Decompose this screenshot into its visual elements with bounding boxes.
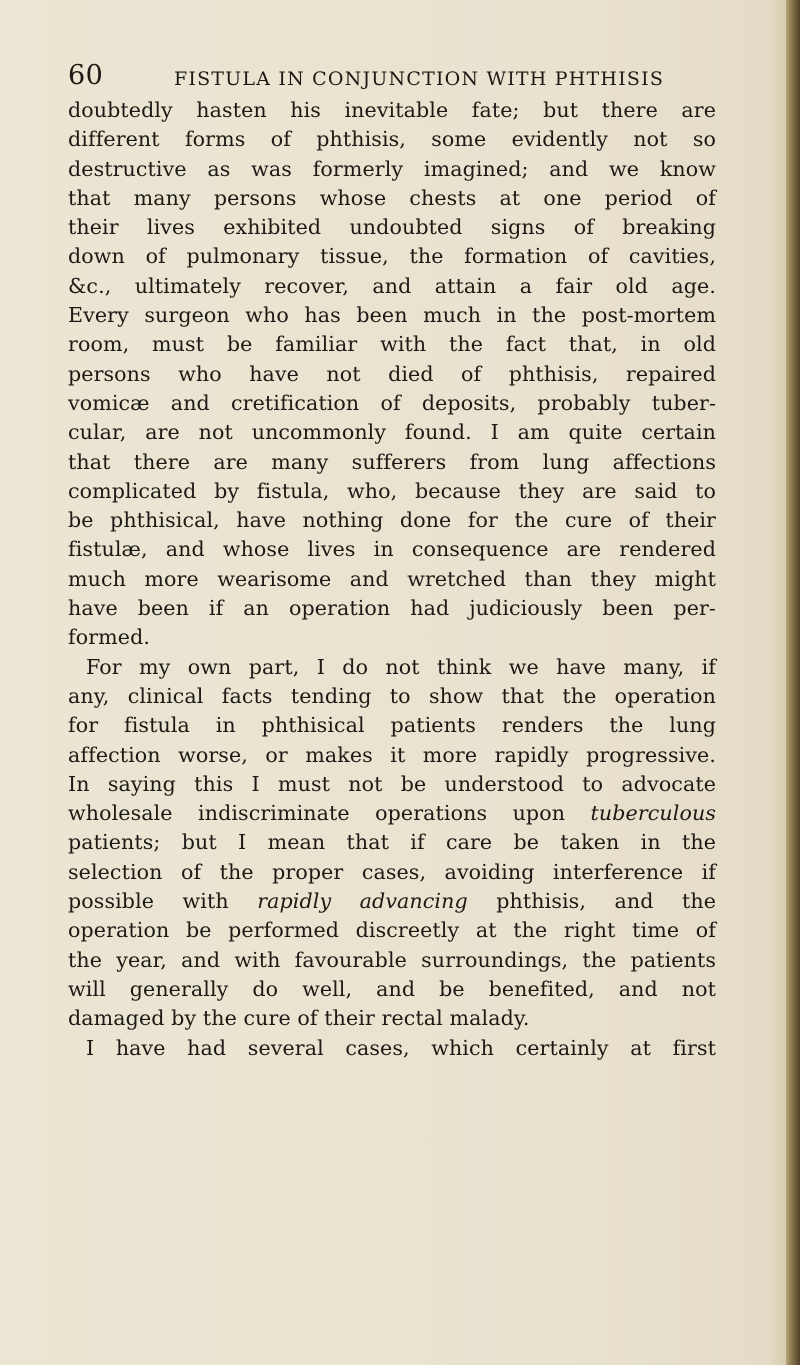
text-line: In saying this I must not be understood to advocate	[68, 771, 716, 796]
text-line: damaged by the cure of their rectal malady.	[68, 1006, 530, 1031]
text-line: be phthisical, have nothing done for the cure of their	[68, 508, 716, 533]
text-line: much more wearisome and wretched than they might	[68, 566, 716, 591]
text-line: that there are many sufferers from lung affections	[68, 449, 716, 474]
text-line: for fistula in phthisical patients renders the lung	[68, 713, 716, 738]
text-line: persons who have not died of phthisis, repaired	[68, 361, 716, 386]
text-line: I have had several cases, which certainly at first	[86, 1035, 716, 1060]
text-line-composite	[68, 799, 716, 828]
text-line: selection of the proper cases, avoiding interference if	[68, 859, 716, 884]
page-edge-shadow	[786, 0, 800, 1365]
text-segment: wholesale indiscriminate operations upon	[68, 801, 566, 826]
text-line: patients; but I mean that if care be taken in the	[68, 830, 716, 855]
text-line: formed.	[68, 625, 151, 650]
body-text	[68, 96, 716, 1063]
text-line: the year, and with favourable surroundings, the patients	[68, 947, 716, 972]
text-line: doubtedly hasten his inevitable fate; but there are	[68, 98, 716, 122]
text-line: have been if an operation had judiciously been per-	[68, 596, 716, 621]
text-line: For my own part, I do not think we have many, if	[86, 654, 716, 679]
text-line: will generally do well, and be benefited, and not	[68, 976, 716, 1001]
italic-term: tuberculous	[590, 801, 716, 826]
text-line: vomicæ and cretification of deposits, probably tuber-	[68, 390, 716, 415]
italic-term: rapidly advancing	[257, 889, 468, 914]
text-line: fistulæ, and whose lives in consequence are rendered	[68, 537, 716, 562]
text-segment: possible with	[68, 889, 229, 914]
text-line: that many persons whose chests at one period of	[68, 185, 716, 210]
text-line: down of pulmonary tissue, the formation of cavities,	[68, 244, 716, 269]
text-line: &c., ultimately recover, and attain a fair old age.	[68, 273, 716, 298]
running-head: FISTULA IN CONJUNCTION WITH PHTHISIS	[174, 68, 665, 90]
text-line: cular, are not uncommonly found. I am quite certain	[68, 420, 716, 445]
text-line-composite	[68, 887, 716, 916]
page-number: 60	[68, 60, 104, 91]
text-line: their lives exhibited undoubted signs of breaking	[68, 215, 716, 240]
text-line: destructive as was formerly imagined; and we know	[68, 156, 716, 181]
text-line: Every surgeon who has been much in the post-mortem	[68, 303, 716, 328]
text-line: affection worse, or makes it more rapidly progressive.	[68, 742, 716, 767]
text-line: different forms of phthisis, some evidently not so	[68, 127, 716, 152]
page-header	[68, 60, 708, 96]
text-segment: phthisis, and the	[467, 889, 716, 914]
text-line: operation be performed discreetly at the right time of	[68, 918, 716, 943]
text-line: any, clinical facts tending to show that the operation	[68, 683, 716, 708]
text-line: complicated by fistula, who, because they are said to	[68, 478, 716, 503]
text-line: room, must be familiar with the fact that, in old	[68, 332, 716, 357]
